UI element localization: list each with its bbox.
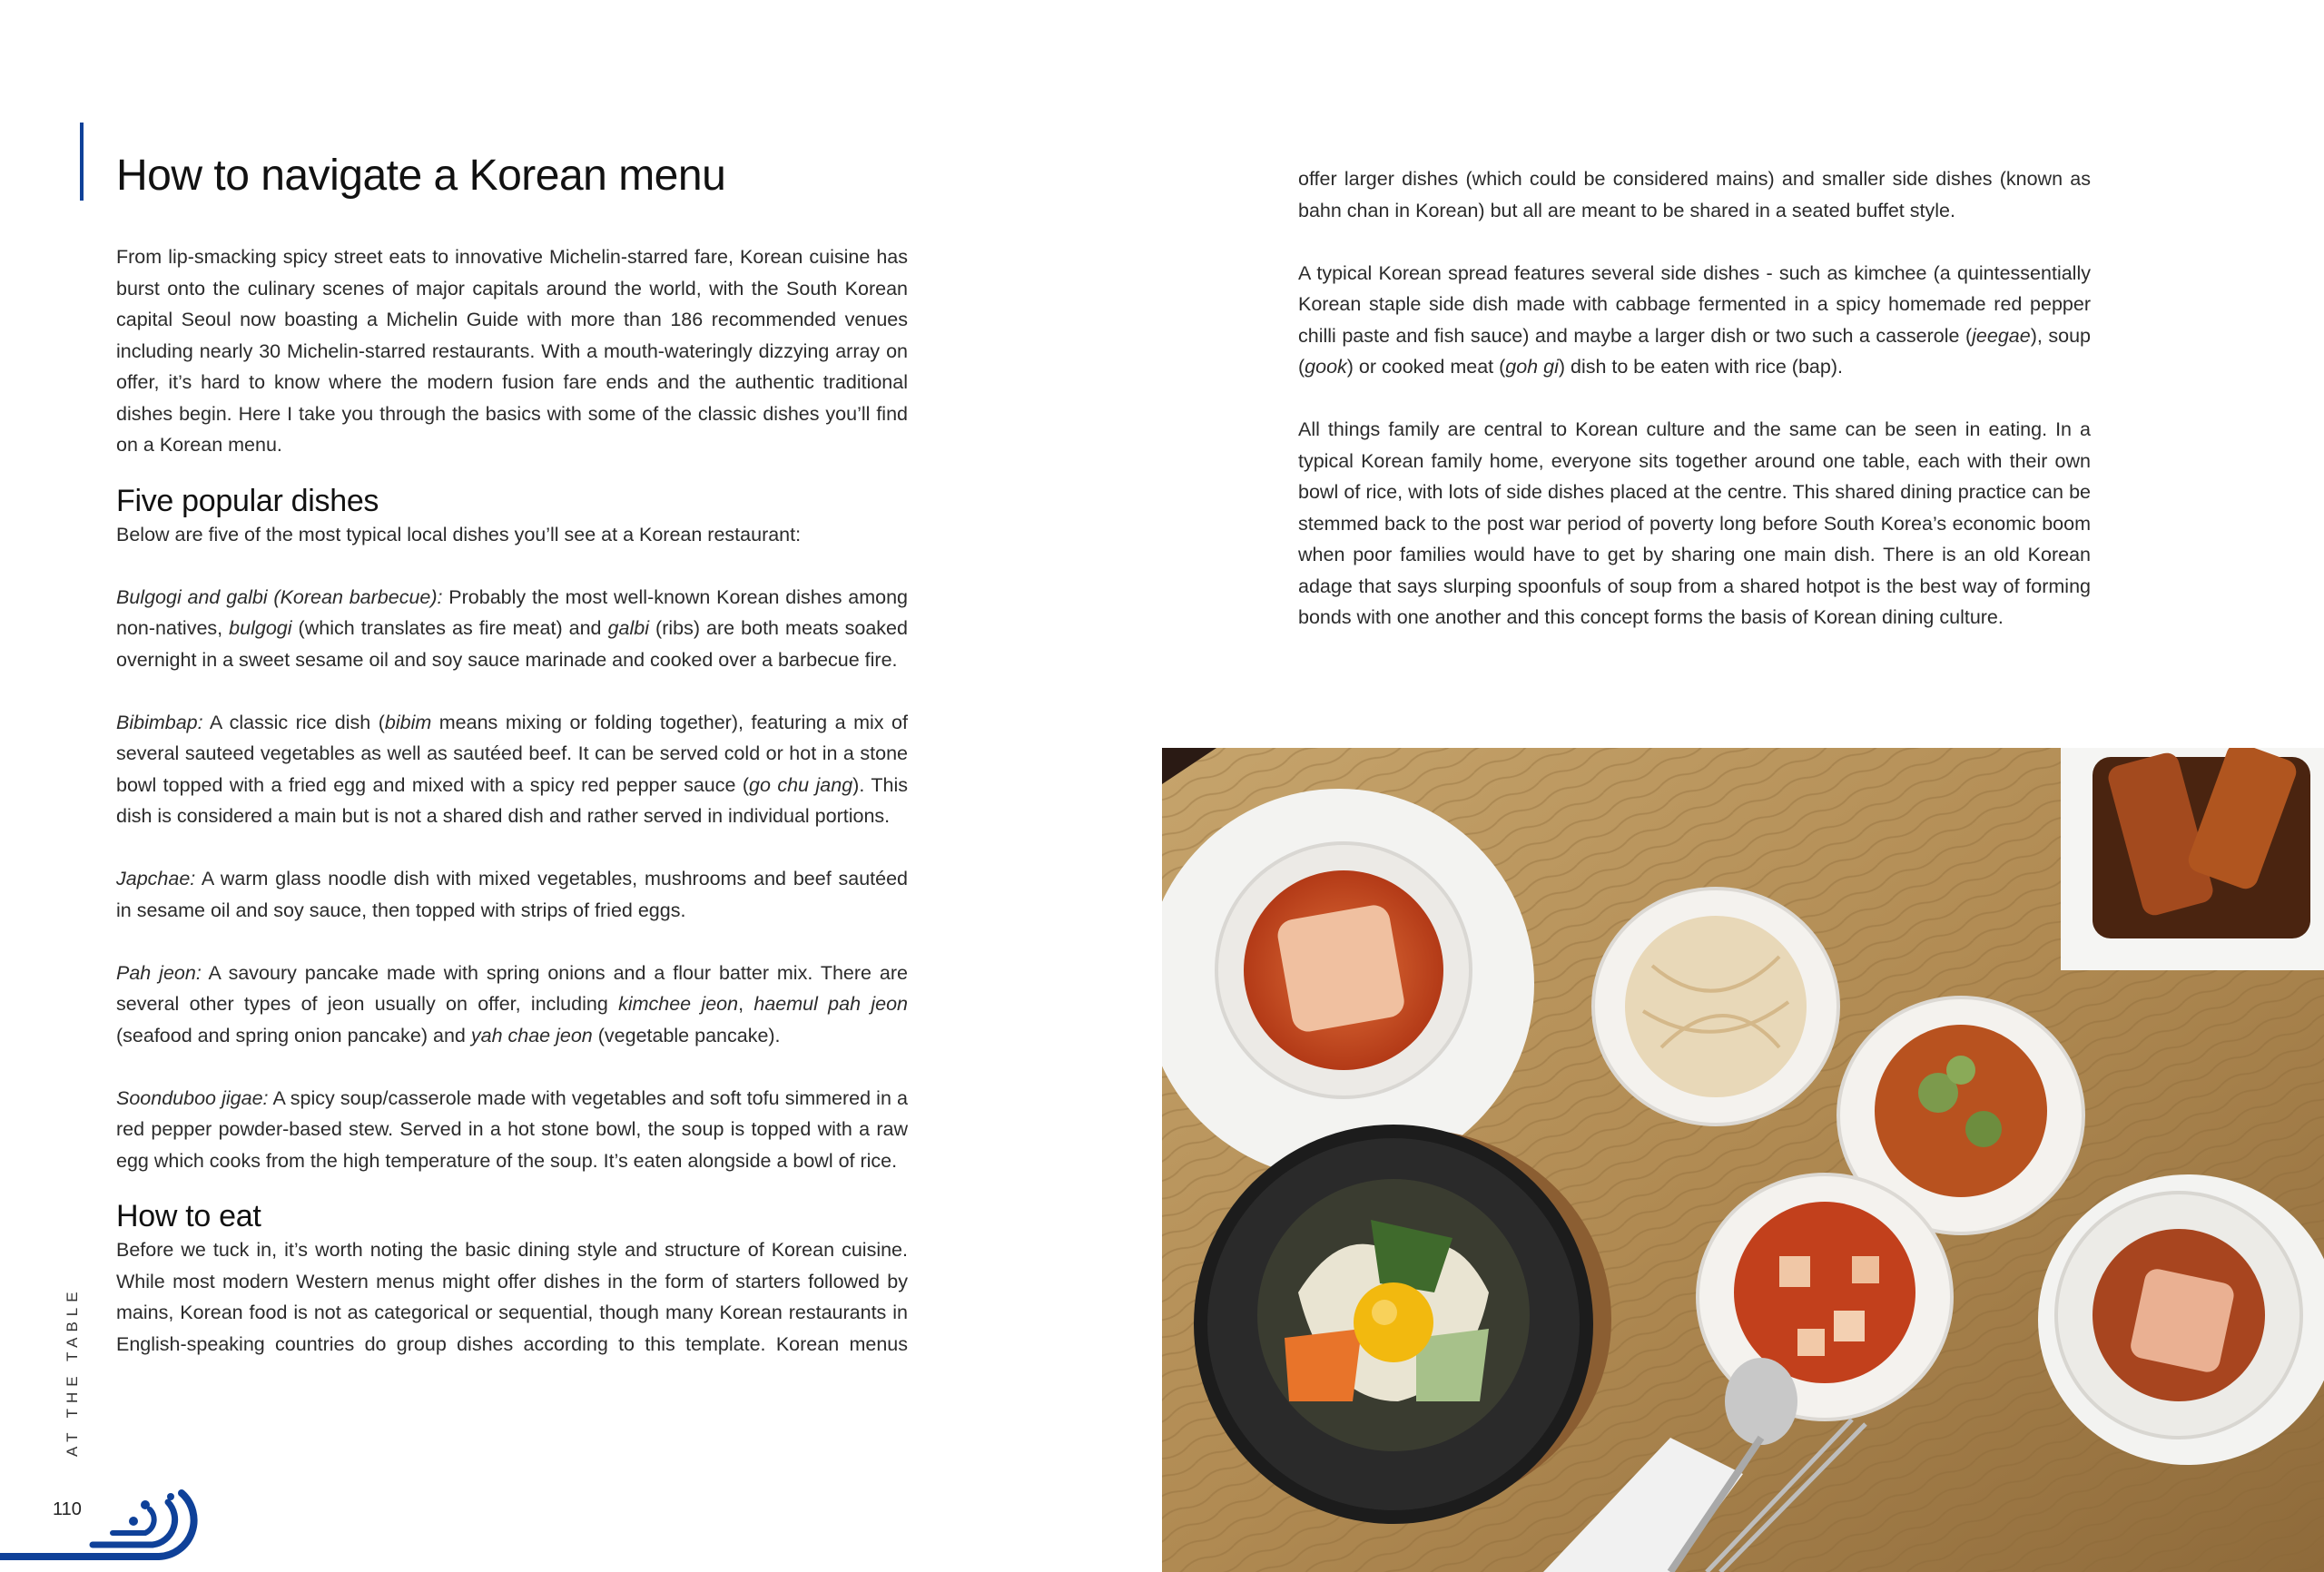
how-to-eat-paragraph-1-continued: offer larger dishes (which could be considered mains) and smaller side dishes (known as bahn chan in Korean) but all are meant to be shared in a seated buffet style. (1298, 168, 2091, 221)
how-to-eat-heading: How to eat (116, 1199, 261, 1233)
korean-meal-photo (1162, 748, 2324, 1572)
how-to-eat-paragraph-3: All things family are central to Korean culture and the same can be seen in eating. In a typical Korean family home, everyone sits together around one table, each with their own bowl of rice, with lots of side dishes placed at the centre. This shared dining practice can be stemmed back to the post war period of poverty long before South Korea’s economic boom when poor families would have to get by sharing one main dish. There is an old Korean adage that says slurping spoonfuls of soup from a shared hotpot is the best way of forming bonds with one another and this concept forms the basis of Korean dining culture. (1298, 418, 2091, 628)
left-column (116, 241, 908, 1360)
page-title: How to navigate a Korean menu (116, 152, 726, 200)
five-dishes-intro: Below are five of the most typical local dishes you’ll see at a Korean restaurant: (116, 523, 802, 545)
how-to-eat-paragraph-1: Before we tuck in, it’s worth noting the basic dining style and structure of Korean cuisine. While most modern Western menus might offer dishes in the form of starters followed by mains, Korean food is not as categorical or sequential, though many Korean restaurants in English-speaking countries do group dishes according to this template. Korean menus (116, 1239, 908, 1355)
dish-pah-jeon: Pah jeon: A savoury pancake made with spring onions and a flour batter mix. There are several other types of jeon usually on offer, including kimchee jeon, haemul pah jeon (seafood and spring onion pancake) and yah chae jeon (vegetable pancake). (116, 961, 909, 1046)
dish-bulgogi: Bulgogi and galbi (Korean barbecue): Probably the most well-known Korean dishes among non-natives, bulgogi (which translates as fire meat) and galbi (ribs) are both meats soaked overnight in a sweet sesame oil and soy sauce marinade and cooked over a barbecue fire. (116, 585, 908, 671)
five-dishes-heading: Five popular dishes (116, 483, 379, 518)
right-column (1298, 163, 2091, 634)
page-number: 110 (53, 1499, 82, 1519)
heading-accent-bar (80, 123, 84, 201)
intro-paragraph: From lip-smacking spicy street eats to innovative Michelin-starred fare, Korean cuisine has burst onto the culinary scenes of major capitals around the world, with the South Korean capital Seoul now boasting a Michelin Guide with more than 186 recommended venues including nearly 30 Michelin-starred restaurants. With a mouth-wateringly dizzying array on offer, it’s hard to know where the modern fusion fare ends and the authentic traditional dishes begin. Here I take you through the basics with some of the classic dishes you’ll find on a Korean menu. (116, 246, 908, 456)
dish-soonduboo: Soonduboo jigae: A spicy soup/casserole made with vegetables and soft tofu simmered in a red pepper powder-based stew. Served in a hot stone bowl, the soup is topped with a raw egg which cooks from the high temperature of the soup. It’s eaten alongside a bowl of rice. (116, 1086, 908, 1172)
dish-bibimbap: Bibimbap: A classic rice dish (bibim means mixing or folding together), featuring a mix of several sauteed vegetables as well as sautéed beef. It can be served cold or hot in a stone bowl topped with a fried egg and mixed with a spicy red pepper sauce (go chu jang). This dish is considered a main but is not a shared dish and rather served in individual portions. (116, 711, 908, 827)
food-illustration (1162, 748, 2324, 1572)
wave-logo-icon (0, 1475, 209, 1566)
section-label: AT THE TABLE (64, 1286, 81, 1457)
dish-japchae: Japchae: A warm glass noodle dish with mixed vegetables, mushrooms and beef sautéed in sesame oil and soy sauce, then topped with strips of fried eggs. (116, 868, 908, 921)
how-to-eat-paragraph-2: A typical Korean spread features several side dishes - such as kimchee (a quintessentially Korean staple side dish made with cabbage fermented in a spicy homemade red pepper chilli paste and fish sauce) and maybe a larger dish or two such a casserole (jeegae), soup (gook) or cooked meat (goh gi) dish to be eaten with rice (bap). (1298, 261, 2092, 378)
